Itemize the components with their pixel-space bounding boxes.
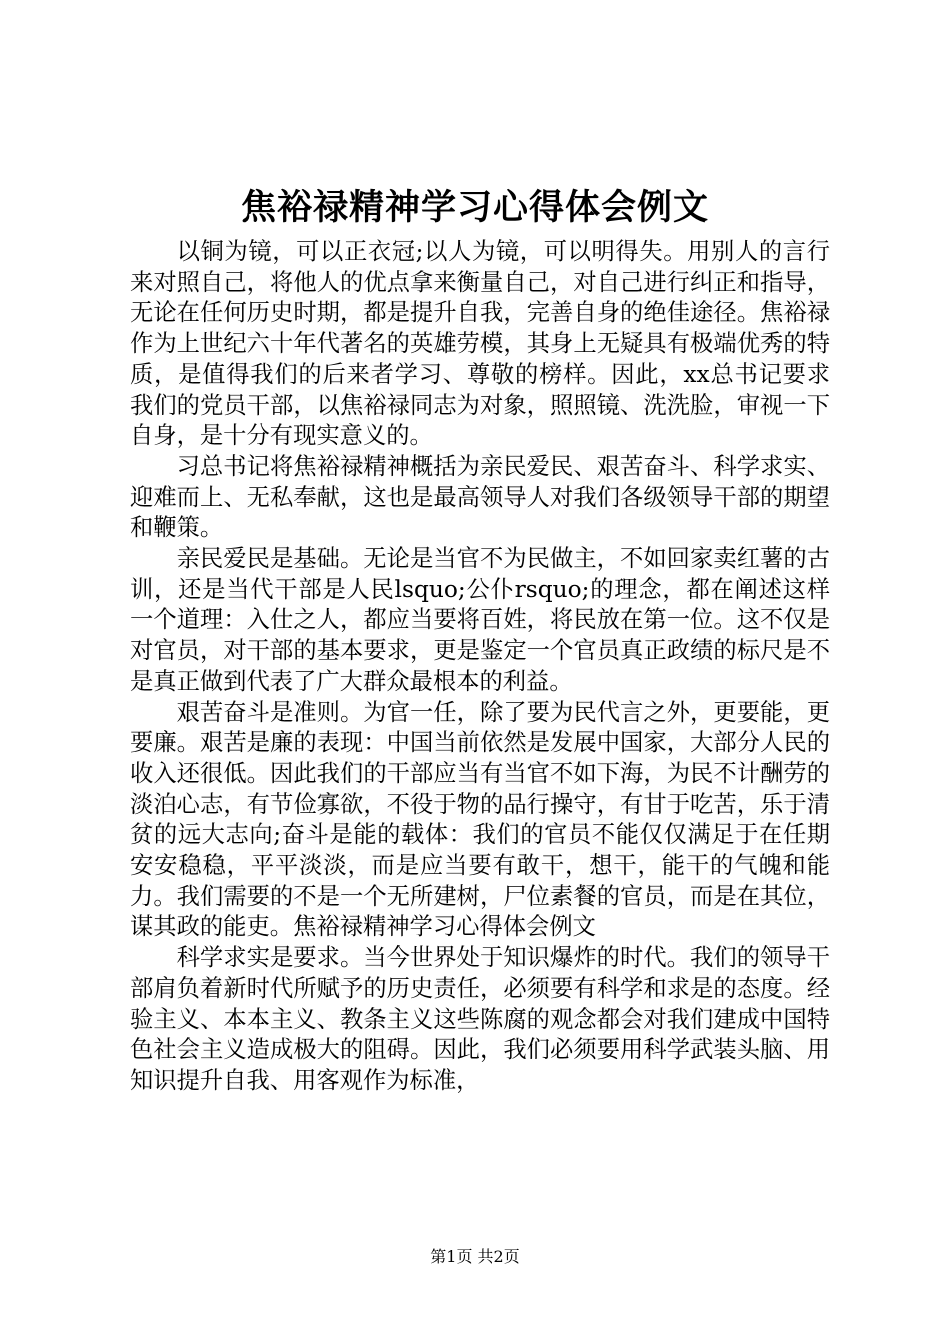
document-title: 焦裕禄精神学习心得体会例文 (240, 187, 709, 228)
paragraph-5: 科学求实是要求。当今世界处于知识爆炸的时代。我们的领导干部肩负着新时代所赋予的历史责任，必须要有科学和求是的态度。经验主义、本本主义、教条主义这些陈腐的观念都会对我们建成中国特色社会主义造成极大的阻碍。因此，我们必须要用科学武装头脑、用知识提升自我、用客观作为标准， (130, 944, 830, 1094)
paragraph-1: 以铜为镜，可以正衣冠;以人为镜，可以明得失。用别人的言行来对照自己，将他人的优点拿来衡量自己，对自己进行纠正和指导，无论在任何历史时期，都是提升自我，完善自身的绝佳途径。焦裕禄作为上世纪六十年代著名的英雄劳模，其身上无疑具有极端优秀的特质，是值得我们的后来者学习、尊敬的榜样。因此，xx总书记要求我们的党员干部，以焦裕禄同志为对象，照照镜、洗洗脸，审视一下自身，是十分有现实意义的。 (130, 238, 830, 450)
document-body (130, 237, 830, 1097)
paragraph-2: 习总书记将焦裕禄精神概括为亲民爱民、艰苦奋斗、科学求实、迎难而上、无私奉献，这也是最高领导人对我们各级领导干部的期望和鞭策。 (130, 452, 830, 542)
paragraph-4: 艰苦奋斗是准则。为官一任，除了要为民代言之外，更要能，更要廉。艰苦是廉的表现：中国当前依然是发展中国家，大部分人民的收入还很低。因此我们的干部应当有当官不如下海，为民不计酬劳的淡泊心志，有节俭寡欲，不役于物的品行操守，有甘于吃苦，乐于清贫的远大志向;奋斗是能的载体：我们的官员不能仅仅满足于在任期安安稳稳，平平淡淡，而是应当要有敢干，想干，能干的气魄和能力。我们需要的不是一个无所建树，尸位素餐的官员，而是在其位，谋其政的能吏。焦裕禄精神学习心得体会例文 (130, 698, 830, 941)
paragraph-3: 亲民爱民是基础。无论是当官不为民做主，不如回家卖红薯的古训，还是当代干部是人民lsquo;公仆rsquo;的理念，都在阐述这样一个道理：入仕之人，都应当要将百姓，将民放在第一位。这不仅是对官员，对干部的基本要求，更是鉴定一个官员真正政绩的标尺是不是真正做到代表了广大群众最根本的利益。 (130, 545, 830, 695)
page-footer: 第1页 共2页 (430, 1247, 520, 1266)
